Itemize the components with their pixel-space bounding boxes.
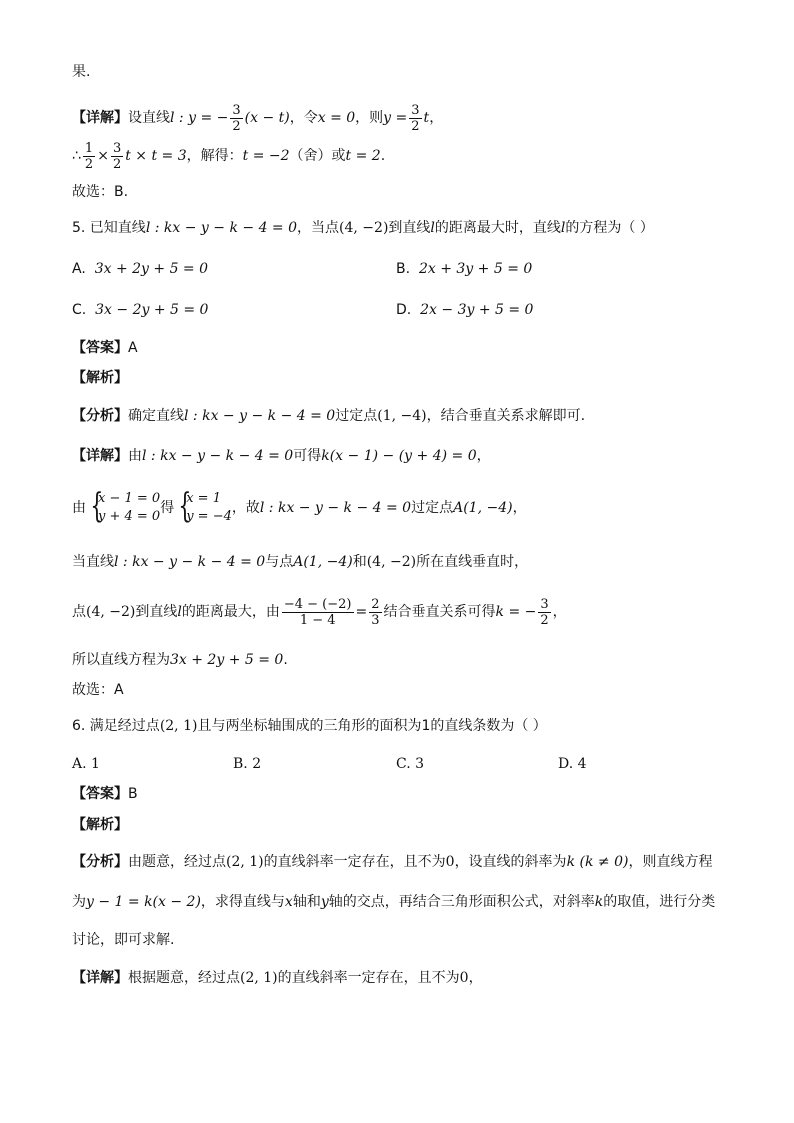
- analysis-text: [72, 852, 712, 872]
- math: (2, 1): [240, 970, 278, 986]
- option-a: [72, 259, 208, 279]
- detail-text: [72, 650, 288, 670]
- fraction: [111, 141, 123, 172]
- text: 5. 已知直线: [72, 220, 146, 236]
- math: t = 2: [345, 148, 381, 164]
- text: 的直线斜率一定存在，且不为: [277, 970, 460, 986]
- text: 过定点: [411, 500, 454, 516]
- math: y + 4 = 0: [98, 509, 161, 524]
- option-b: B. 2: [233, 756, 262, 772]
- math: l : y = −: [170, 110, 229, 126]
- math: 3x + 2y + 5 = 0: [94, 261, 209, 277]
- text: ，: [512, 500, 527, 516]
- question-6-stem: [72, 716, 547, 736]
- text: 与点: [265, 554, 294, 570]
- detail-text: [72, 488, 527, 528]
- math: y: [320, 894, 329, 910]
- text: 故选：B.: [72, 184, 129, 200]
- text: 到直线: [135, 604, 178, 620]
- option-d: [396, 300, 533, 320]
- numerator: −4 − (−2): [283, 596, 352, 612]
- math: l : kx − y − k − 4 = 0: [114, 554, 266, 570]
- section-tag: 【解析】: [72, 370, 128, 386]
- math: x − 1 = 0: [98, 491, 161, 506]
- math: (4, −2): [366, 554, 417, 570]
- text: （舍）或: [289, 148, 346, 164]
- math: (x − t): [244, 110, 290, 126]
- section-tag: 【答案】: [72, 786, 128, 802]
- answer: A: [128, 340, 138, 356]
- math: x: [284, 894, 293, 910]
- math: 0: [459, 970, 469, 986]
- text: 过定点: [335, 408, 378, 424]
- denominator: 2: [112, 156, 122, 172]
- question-5-stem: [72, 218, 654, 238]
- text: 果.: [72, 64, 91, 80]
- section-tag: 【答案】: [72, 340, 128, 356]
- text: 轴和: [292, 894, 321, 910]
- text: 设直线: [128, 110, 170, 126]
- math: ×: [97, 148, 109, 164]
- fraction: [369, 597, 381, 628]
- math: 2x + 3y + 5 = 0: [418, 261, 533, 277]
- section-tag: 【详解】: [72, 448, 128, 464]
- text: ，设直线的斜率为: [454, 854, 567, 870]
- text: 为: [72, 894, 86, 910]
- equation-system: [174, 486, 232, 526]
- math: l: [430, 220, 435, 236]
- analysis-text: [72, 930, 174, 950]
- text: 讨论，即可求解.: [72, 932, 175, 948]
- therefore-symbol: ∴: [72, 148, 81, 164]
- text: 所在直线垂直时，: [416, 554, 529, 570]
- math: l : kx − y − k − 4 = 0: [259, 500, 412, 516]
- math: y =: [383, 110, 408, 126]
- text-line: [72, 62, 90, 82]
- math: (k ≠ 0): [579, 854, 629, 870]
- denominator: 3: [371, 612, 380, 628]
- text: .: [380, 148, 386, 164]
- section-tag: 【解析】: [72, 817, 128, 833]
- math: (4, −2): [86, 604, 136, 620]
- math: =: [355, 604, 368, 620]
- text: 根据题意，经过点: [128, 970, 240, 986]
- math: l : kx − y − k − 4 = 0: [142, 448, 294, 464]
- math: 3x − 2y + 5 = 0: [95, 302, 209, 318]
- analysis-text: [72, 406, 585, 426]
- text: 的取值，进行分类: [603, 894, 716, 910]
- text: 和: [352, 554, 367, 570]
- text: 轴的交点，再结合三角形面积公式，对斜率: [328, 894, 595, 910]
- text: 由题意，经过点: [128, 854, 226, 870]
- math: A(1, −4): [293, 554, 353, 570]
- analysis-text: [72, 892, 715, 912]
- math: y − 1 = k(x − 2): [86, 894, 201, 910]
- numerator: 2: [371, 596, 380, 612]
- text: 点: [72, 604, 86, 620]
- text: 6. 满足经过点: [72, 718, 160, 734]
- text: 所以直线方程为: [72, 652, 170, 668]
- math: k(x − 1) − (y + 4) = 0: [321, 448, 477, 464]
- option-b: [396, 259, 532, 279]
- option-d: D. 4: [558, 756, 587, 772]
- math: t: [423, 110, 430, 126]
- denominator: 2: [540, 612, 549, 628]
- math: 3x + 2y + 5 = 0: [170, 652, 284, 668]
- numerator: 3: [112, 140, 122, 156]
- text: 故选：A: [72, 682, 124, 698]
- math: (2, 1): [226, 854, 264, 870]
- math: k: [594, 894, 604, 910]
- text: 的距离最大时，直线: [434, 220, 561, 236]
- detail-text: [72, 446, 491, 466]
- section-tag: 【分析】: [72, 408, 128, 424]
- text: ，故: [231, 500, 260, 516]
- text: 且与两坐标轴围成的三角形的面积为1的直线条数为（ ）: [197, 718, 547, 734]
- text: ，解得：: [186, 148, 243, 164]
- text: 结合垂直关系可得: [383, 604, 496, 620]
- math: 0: [445, 854, 455, 870]
- text-line: [72, 138, 385, 174]
- text: 当直线: [72, 554, 114, 570]
- option-label: B.: [396, 261, 411, 277]
- text: 确定直线: [128, 408, 184, 424]
- text: 的方程为（ ）: [565, 220, 654, 236]
- math: x = 1: [186, 491, 221, 506]
- option-a: A. 1: [72, 756, 100, 772]
- detail-text: [72, 680, 124, 700]
- math: x = 0: [317, 110, 356, 126]
- text: 由: [72, 500, 86, 516]
- text-line: [72, 100, 443, 136]
- fraction: [230, 103, 242, 134]
- detail-text: [72, 968, 483, 988]
- text: ，当点: [297, 220, 340, 236]
- section-tag: 【详解】: [72, 970, 128, 986]
- text: 的距离最大，由: [181, 604, 280, 620]
- section-tag: 【分析】: [72, 854, 128, 870]
- math: l : kx − y − k − 4 = 0: [145, 220, 298, 236]
- numerator: 3: [411, 102, 420, 118]
- text: ，则: [355, 110, 384, 126]
- math: (1, −4): [377, 408, 427, 424]
- text: ，: [429, 110, 444, 126]
- text: ，令: [289, 110, 318, 126]
- text: 的直线斜率一定存在，且不为: [263, 854, 446, 870]
- math: y = −4: [186, 509, 232, 524]
- text: .: [283, 652, 288, 668]
- text: ，: [476, 448, 491, 464]
- math: (4, −2): [339, 220, 389, 236]
- math: l: [560, 220, 566, 236]
- brace-icon: {: [90, 486, 104, 526]
- math: (2, 1): [159, 718, 198, 734]
- text: ，: [468, 970, 483, 986]
- numerator: 3: [540, 596, 549, 612]
- option-label: A.: [72, 261, 86, 277]
- option-label: D.: [396, 302, 412, 318]
- denominator: 2: [232, 118, 241, 134]
- option-c: [72, 300, 208, 320]
- math: t = −2: [242, 148, 290, 164]
- numerator: 3: [232, 102, 241, 118]
- answer-line: [72, 338, 138, 358]
- analysis-line: [72, 815, 128, 835]
- fraction: [282, 597, 354, 628]
- denominator: 2: [411, 118, 420, 134]
- text-line: [72, 182, 128, 202]
- section-tag: 【详解】: [72, 110, 128, 126]
- analysis-line: [72, 368, 128, 388]
- math: A(1, −4): [453, 500, 513, 516]
- denominator: 2: [84, 156, 94, 172]
- text: ，则直线方程: [628, 854, 713, 870]
- denominator: 1 − 4: [299, 612, 336, 628]
- text: 可得: [293, 448, 322, 464]
- math: t × t = 3: [125, 148, 187, 164]
- fraction: [538, 597, 550, 628]
- answer: B: [128, 786, 138, 802]
- text: ，: [552, 604, 567, 620]
- fraction: [409, 103, 421, 134]
- math: l : kx − y − k − 4 = 0: [184, 408, 336, 424]
- text: ，结合垂直关系求解即可.: [426, 408, 586, 424]
- detail-text: [72, 592, 567, 632]
- answer-line: [72, 784, 138, 804]
- numerator: 1: [84, 140, 94, 156]
- math: k: [566, 854, 576, 870]
- option-c: C. 3: [396, 756, 425, 772]
- fraction: [83, 141, 95, 172]
- equation-system: [86, 486, 161, 526]
- brace-icon: {: [178, 486, 192, 526]
- text: 到直线: [388, 220, 431, 236]
- text: ，求得直线与: [200, 894, 285, 910]
- math: l: [177, 604, 182, 620]
- text: 由: [128, 448, 142, 464]
- math: 2x − 3y + 5 = 0: [420, 302, 534, 318]
- option-label: C.: [72, 302, 87, 318]
- math: k = −: [495, 604, 537, 620]
- detail-text: [72, 552, 528, 572]
- text: 得: [160, 500, 175, 516]
